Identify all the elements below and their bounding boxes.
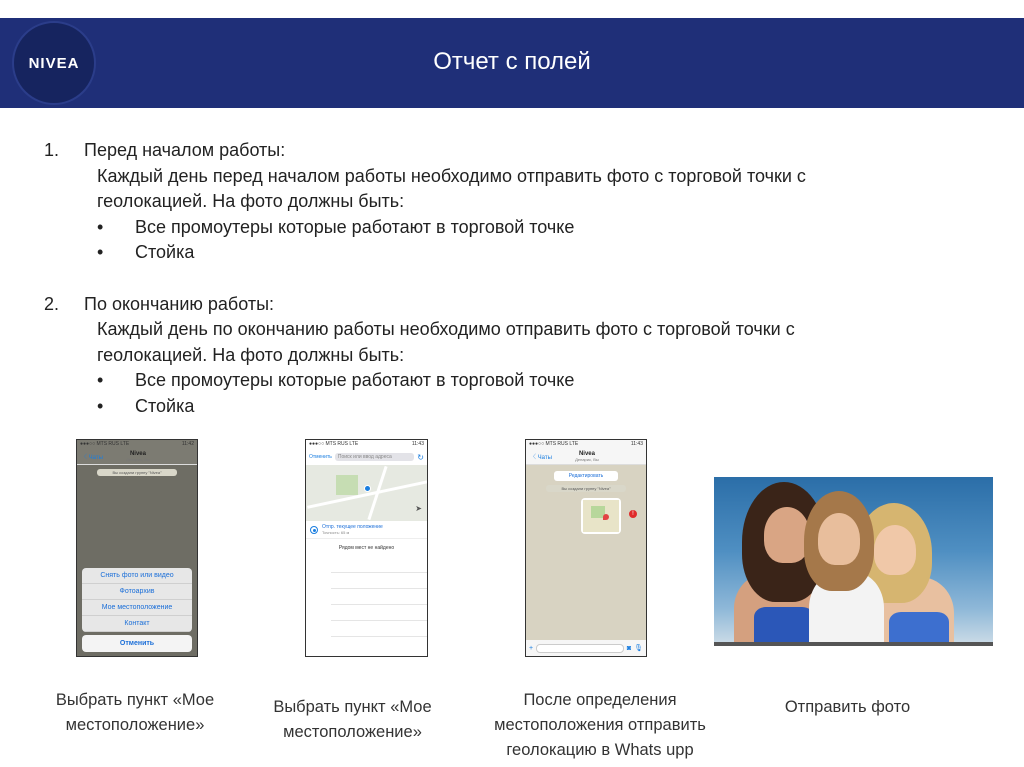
- carrier-label: ●●●○○ MTS RUS LTE: [309, 441, 359, 447]
- cancel-button[interactable]: Отменить: [309, 454, 332, 460]
- carrier-label: ●●●○○ MTS RUS LTE: [529, 441, 579, 447]
- section-2-heading: [44, 292, 944, 318]
- bullet-icon: •: [97, 216, 104, 237]
- option-my-location[interactable]: Мое местоположение: [82, 600, 192, 616]
- list-item-text: Все промоутеры которые работают в торговой точке: [135, 370, 575, 390]
- action-sheet: [82, 568, 192, 652]
- system-message: Вы создали группу "Nivea": [546, 485, 626, 492]
- back-button[interactable]: 〈 Чаты: [530, 455, 552, 461]
- system-message: Вы создали группу "Nivea": [97, 469, 177, 476]
- search-input[interactable]: Поиск или ввод адреса: [335, 453, 414, 461]
- map-view[interactable]: [306, 465, 427, 521]
- chat-title: [575, 451, 599, 463]
- section-1-text-line1: Каждый день перед началом работы необходимо отправить фото с торговой точки с: [97, 165, 806, 186]
- option-photo-library[interactable]: Фотоархив: [82, 584, 192, 600]
- message-input[interactable]: [536, 644, 624, 653]
- section-heading: Перед началом работы:: [84, 140, 286, 160]
- header-bar: [0, 18, 1024, 108]
- locate-arrow-icon[interactable]: ➤: [415, 504, 422, 513]
- empty-results-label: Рядом мест не найдено: [338, 545, 395, 551]
- chat-name: Nivea: [129, 450, 146, 457]
- nivea-logo: NIVEA: [12, 21, 96, 105]
- back-button[interactable]: 〈 Чаты: [81, 455, 103, 461]
- list-item: [44, 394, 944, 420]
- time-label: 11:42: [181, 441, 194, 447]
- caption-step-2: Выбрать пункт «Мое местоположение»: [273, 698, 432, 741]
- plus-icon[interactable]: +: [529, 644, 534, 652]
- location-message[interactable]: [581, 498, 621, 534]
- caption-step-3: После определения местоположения отправить геолокацию в Whats upp: [494, 691, 706, 759]
- section-2-text-line2: геолокацией. На фото должны быть:: [97, 344, 405, 365]
- current-location-icon: [364, 485, 371, 492]
- list-item: [44, 240, 944, 266]
- instructions: [44, 138, 944, 419]
- page-title: Отчет с полей: [433, 48, 591, 75]
- edit-button[interactable]: Редактировать: [554, 471, 618, 481]
- chat-title: [126, 451, 150, 463]
- bullet-icon: •: [97, 242, 104, 262]
- carrier-label: ●●●○○ MTS RUS LTE: [80, 441, 130, 447]
- error-icon[interactable]: !: [629, 510, 637, 518]
- chat-navbar: [526, 449, 646, 465]
- time-label: 11:43: [411, 441, 424, 447]
- cancel-button[interactable]: Отменить: [82, 635, 192, 652]
- section-2-text-line1: Каждый день по окончанию работы необходимо отправить фото с торговой точки с: [97, 319, 795, 339]
- section-heading: По окончанию работы:: [84, 293, 275, 314]
- caption-step-1: Выбрать пункт «Мое местоположение»: [55, 691, 215, 734]
- section-number: 1.: [44, 140, 60, 160]
- list-item-text: Все промоутеры которые работают в торговой точке: [135, 216, 575, 237]
- bullet-icon: •: [97, 395, 104, 416]
- list-item-text: Стойка: [135, 395, 195, 416]
- microphone-icon[interactable]: 🎙: [634, 645, 643, 652]
- caption-step-4: Отправить фото: [784, 698, 911, 716]
- chat-navbar: [77, 449, 197, 465]
- status-bar: [306, 440, 427, 449]
- time-label: 11:43: [630, 441, 643, 447]
- promoters-photo: [714, 477, 993, 646]
- phone-screenshot-sent-location: [525, 439, 647, 657]
- send-current-location-row[interactable]: [306, 521, 427, 539]
- location-accuracy: Точность: 65 м: [322, 530, 350, 535]
- list-item-text: Стойка: [135, 242, 195, 262]
- section-1-heading: [44, 138, 944, 164]
- phone-screenshot-attach-menu: [76, 439, 198, 657]
- section-1-text-line2: геолокацией. На фото должны быть:: [97, 191, 405, 211]
- list-item: [44, 368, 944, 394]
- chat-subtitle: Денарис, Вы: [126, 456, 150, 462]
- list-item: [44, 215, 944, 241]
- bullet-icon: •: [97, 370, 104, 390]
- option-take-photo[interactable]: Снять фото или видео: [82, 568, 192, 584]
- location-title: Отпр. текущее положение: [322, 524, 383, 530]
- phone-screenshot-location-picker: [305, 439, 428, 657]
- chat-name: Nivea: [578, 450, 595, 457]
- chat-subtitle: Денарис, Вы: [575, 456, 599, 462]
- refresh-icon[interactable]: ↻: [417, 452, 424, 462]
- section-number: 2.: [44, 293, 60, 314]
- location-search-bar: [306, 449, 427, 465]
- location-pin-icon: [310, 526, 318, 534]
- status-bar: [77, 440, 197, 449]
- status-bar: [526, 440, 646, 449]
- option-contact[interactable]: Контакт: [82, 616, 192, 632]
- message-input-bar: [526, 640, 646, 656]
- camera-icon[interactable]: ◙: [626, 644, 632, 652]
